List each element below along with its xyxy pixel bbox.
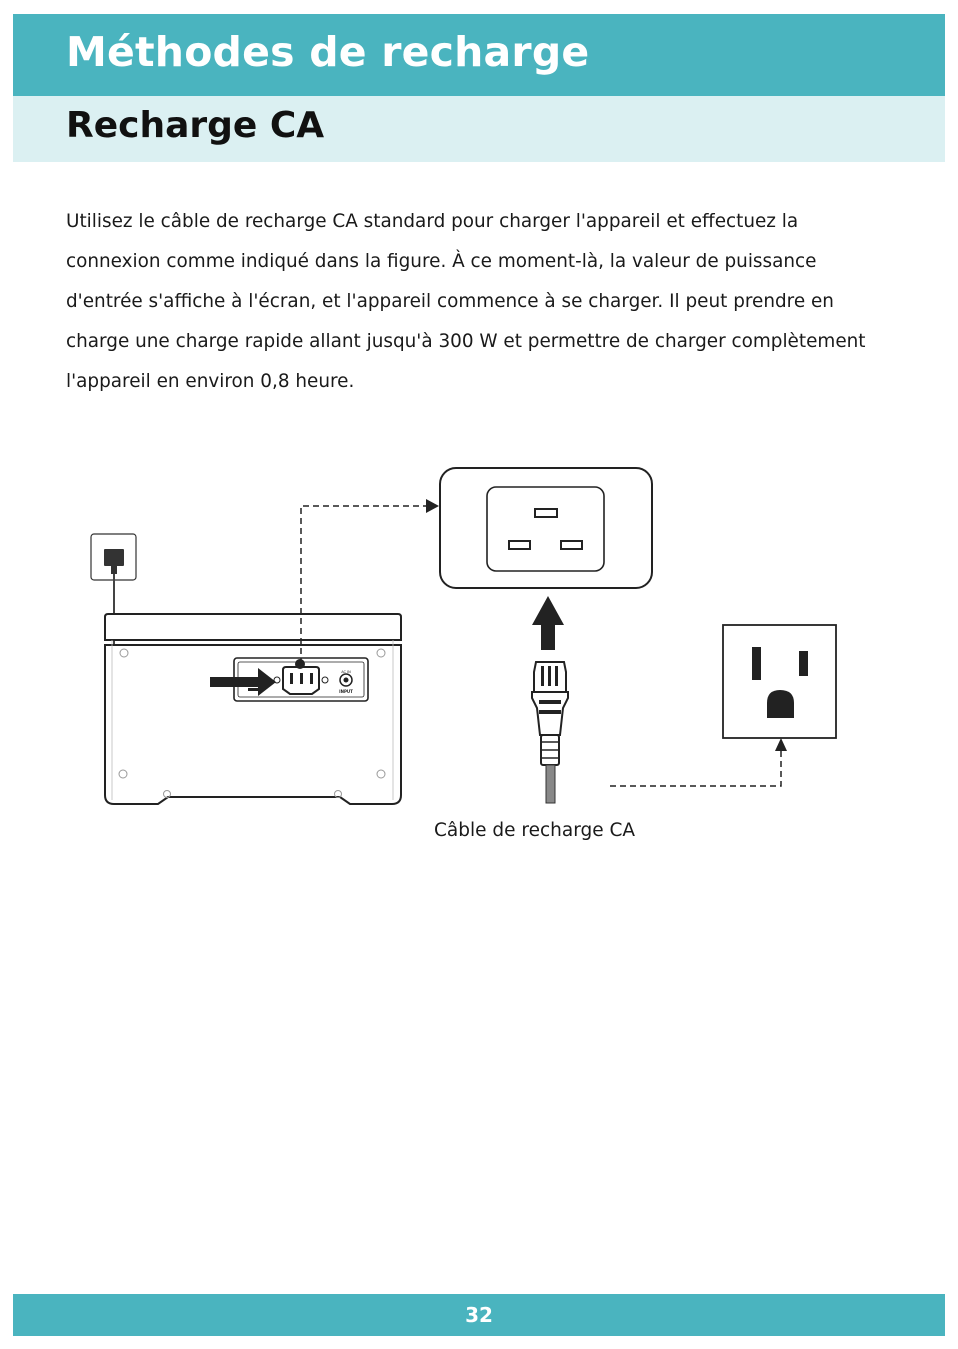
footer-banner [13, 1294, 945, 1336]
svg-text:AC IN: AC IN [341, 670, 351, 674]
zoom-dashed-connector [295, 499, 439, 669]
input-port-label: INPUT [339, 689, 353, 694]
title-banner [13, 14, 945, 96]
outlet-dashed-connector [610, 738, 787, 786]
body-paragraph: Utilisez le câble de recharge CA standard pour charger l'appareil et effectuez la connexion comme indiqué dans la figure. À ce moment-là, la valeur de puissance d'entrée s'affiche à l'écran, et l'appareil commence à se charger. Il peut prendre en charge une charge rapide allant jusqu'à 300 W et permettre de charger complètement l'appareil en environ 0,8 heure. [66, 211, 866, 392]
power-station-device [105, 614, 401, 804]
cable-caption: Câble de recharge CA [434, 820, 636, 841]
up-arrow-icon [532, 596, 564, 650]
section-heading: Recharge CA [66, 105, 325, 146]
ac-charging-diagram [0, 440, 958, 870]
wall-plug-icon [91, 534, 136, 580]
page-title: Méthodes de recharge [66, 28, 590, 76]
ac-inlet-closeup [440, 468, 652, 588]
subtitle-banner [13, 96, 945, 162]
page-number: 32 [465, 1303, 493, 1327]
wall-outlet-icon [723, 625, 836, 738]
ac-cable-plug [532, 662, 568, 803]
